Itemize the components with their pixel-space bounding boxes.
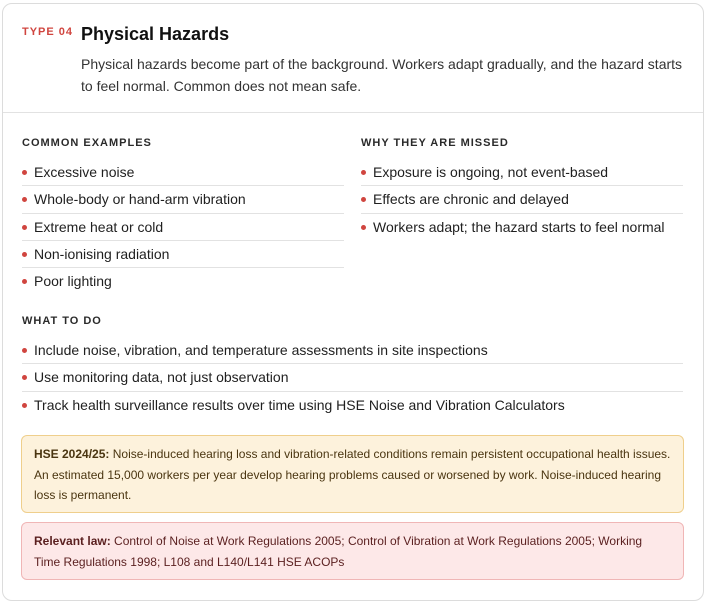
common-examples-list: [22, 159, 344, 295]
list-item: Include noise, vibration, and temperature assessments in site inspections: [22, 337, 683, 364]
bullet-icon: [22, 225, 27, 230]
list-item: Extreme heat or cold: [22, 214, 344, 241]
law-note-label: Relevant law:: [34, 534, 111, 548]
why-missed-heading: WHY THEY ARE MISSED: [361, 137, 509, 149]
subtitle: Physical hazards become part of the background. Workers adapt gradually, and the hazard starts to feel normal. Common does not mean safe.: [81, 56, 683, 94]
list-item: Use monitoring data, not just observation: [22, 364, 683, 391]
list-item: Track health surveillance results over time using HSE Noise and Vibration Calculators: [22, 392, 683, 419]
common-examples-heading: COMMON EXAMPLES: [22, 137, 152, 149]
hse-note-text: Noise-induced hearing loss and vibration-related conditions remain persistent occupational health issues. An estimated 15,000 workers per year develop hearing problems caused or worsened by work. Noise-induced hearing loss is permanent.: [34, 447, 671, 502]
what-to-do-heading: WHAT TO DO: [22, 315, 102, 327]
bullet-icon: [361, 170, 366, 175]
list-item: Excessive noise: [22, 159, 344, 186]
what-to-do-list: [22, 337, 683, 419]
bullet-icon: [22, 170, 27, 175]
card-header: [3, 4, 703, 113]
law-note: [21, 522, 684, 580]
list-item: Workers adapt; the hazard starts to feel normal: [361, 214, 683, 241]
bullet-icon: [22, 375, 27, 380]
bullet-icon: [22, 252, 27, 257]
hazard-card: [2, 3, 704, 601]
list-item: Whole-body or hand-arm vibration: [22, 186, 344, 213]
list-item: Exposure is ongoing, not event-based: [361, 159, 683, 186]
why-missed-list: [361, 159, 683, 241]
bullet-icon: [361, 197, 366, 202]
bullet-icon: [22, 348, 27, 353]
list-item: Non-ionising radiation: [22, 241, 344, 268]
list-item: Poor lighting: [22, 268, 344, 295]
bullet-icon: [22, 197, 27, 202]
list-item: Effects are chronic and delayed: [361, 186, 683, 213]
type-label: TYPE 04: [22, 26, 74, 38]
bullet-icon: [22, 403, 27, 408]
hse-note-label: HSE 2024/25:: [34, 447, 110, 461]
hse-note: [21, 435, 684, 513]
bullet-icon: [22, 279, 27, 284]
bullet-icon: [361, 225, 366, 230]
page-title: Physical Hazards: [81, 24, 230, 44]
law-note-text: Control of Noise at Work Regulations 2005; Control of Vibration at Work Regulations 2005; Working Time Regulations 1998; L108 and L140/L141 HSE ACOPs: [34, 534, 643, 569]
